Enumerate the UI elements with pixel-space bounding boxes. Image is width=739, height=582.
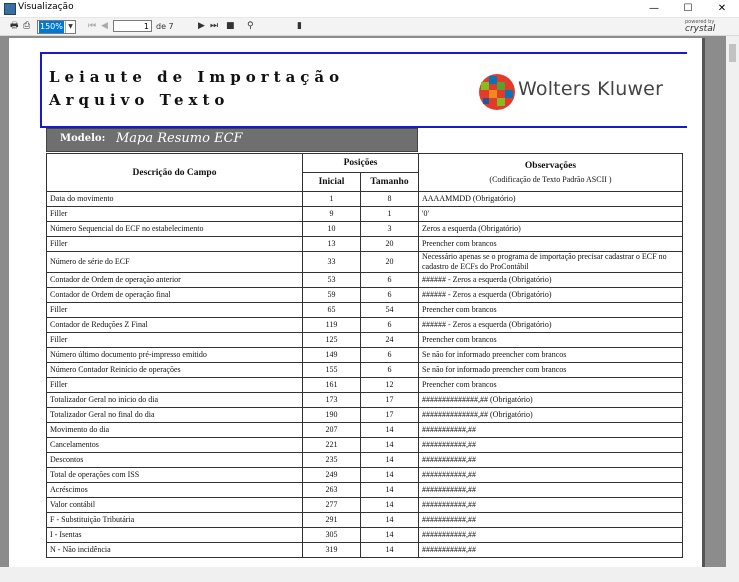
cell-observacoes: Preencher com brancos: [419, 303, 683, 318]
cell-descricao: Filler: [47, 378, 303, 393]
cell-observacoes: ###########,##: [419, 438, 683, 453]
table-row: [47, 438, 683, 453]
cell-tamanho: 3: [361, 222, 419, 237]
export-icon[interactable]: ⎙: [23, 21, 31, 31]
layout-table: [46, 153, 683, 558]
report-page: [9, 38, 705, 567]
cell-observacoes: Se não for informado preencher com brancos: [419, 363, 683, 378]
window-title: Visualização: [18, 2, 74, 12]
table-row: [47, 237, 683, 252]
cell-tamanho: 6: [361, 288, 419, 303]
cell-tamanho: 20: [361, 237, 419, 252]
cell-descricao: Filler: [47, 207, 303, 222]
cell-inicial: 221: [303, 438, 361, 453]
cell-tamanho: 14: [361, 468, 419, 483]
table-row: [47, 192, 683, 207]
table-row: [47, 363, 683, 378]
cell-descricao: Total de operações com ISS: [47, 468, 303, 483]
cell-inicial: 173: [303, 393, 361, 408]
cell-tamanho: 14: [361, 453, 419, 468]
cell-observacoes: ###########,##: [419, 543, 683, 558]
cell-inicial: 155: [303, 363, 361, 378]
cell-observacoes: AAAAMMDD (Obrigatório): [419, 192, 683, 207]
next-page-icon[interactable]: ▶: [198, 21, 205, 31]
cell-descricao: Descontos: [47, 453, 303, 468]
table-row: [47, 333, 683, 348]
powered-by-text: powered by: [685, 19, 715, 25]
cell-descricao: I - Isentas: [47, 528, 303, 543]
cell-tamanho: 14: [361, 423, 419, 438]
model-label: Modelo:: [60, 133, 106, 144]
cell-observacoes: ###########,##: [419, 453, 683, 468]
table-row: [47, 468, 683, 483]
minimize-button[interactable]: —: [649, 3, 659, 14]
cell-tamanho: 54: [361, 303, 419, 318]
cell-tamanho: 6: [361, 348, 419, 363]
first-page-icon[interactable]: ⏮: [88, 21, 97, 31]
zoom-value: 150%: [40, 22, 63, 31]
report-header: [40, 52, 687, 128]
cell-descricao: Movimento do dia: [47, 423, 303, 438]
table-row: [47, 288, 683, 303]
cell-descricao: Filler: [47, 237, 303, 252]
cell-inicial: 59: [303, 288, 361, 303]
page-number-input[interactable]: 1: [113, 20, 152, 32]
cell-descricao: Data do movimento: [47, 192, 303, 207]
col-observacoes-title: Observações: [524, 160, 577, 171]
binoculars-icon[interactable]: ⚲: [247, 21, 254, 31]
cell-inicial: 125: [303, 333, 361, 348]
horizontal-scrollbar[interactable]: [0, 567, 739, 582]
cell-inicial: 291: [303, 513, 361, 528]
model-bar: [46, 128, 418, 152]
cell-inicial: 13: [303, 237, 361, 252]
cell-inicial: 10: [303, 222, 361, 237]
col-observacoes: [419, 154, 683, 192]
table-row: [47, 543, 683, 558]
stop-icon[interactable]: ■: [226, 21, 235, 31]
title-bar: [0, 0, 739, 18]
table-row: [47, 498, 683, 513]
vertical-scrollbar[interactable]: [726, 36, 739, 567]
table-row: [47, 222, 683, 237]
scroll-thumb[interactable]: [729, 44, 736, 62]
cell-inicial: 33: [303, 252, 361, 273]
table-row: [47, 513, 683, 528]
cell-descricao: Número Contador Reinício de operações: [47, 363, 303, 378]
cell-observacoes: ##############,## (Obrigatório): [419, 393, 683, 408]
cell-inicial: 277: [303, 498, 361, 513]
page-count: de 7: [156, 22, 174, 31]
table-row: [47, 393, 683, 408]
table-row: [47, 423, 683, 438]
cell-inicial: 235: [303, 453, 361, 468]
cell-observacoes: ###########,##: [419, 468, 683, 483]
cell-tamanho: 24: [361, 333, 419, 348]
cell-observacoes: ###########,##: [419, 498, 683, 513]
cell-inicial: 53: [303, 273, 361, 288]
cell-observacoes: ##############,## (Obrigatório): [419, 408, 683, 423]
cell-descricao: N - Não incidência: [47, 543, 303, 558]
col-inicial: Inicial: [303, 173, 361, 192]
cell-observacoes: Preencher com brancos: [419, 333, 683, 348]
maximize-button[interactable]: ☐: [683, 3, 693, 14]
cell-descricao: Filler: [47, 333, 303, 348]
report-title-line1: Leiaute de Importação: [49, 68, 345, 86]
table-row: [47, 273, 683, 288]
table-row: [47, 303, 683, 318]
group-tree-icon[interactable]: ▮: [297, 21, 302, 31]
cell-descricao: Totalizador Geral no início do dia: [47, 393, 303, 408]
cell-observacoes: ###### - Zeros a esquerda (Obrigatório): [419, 288, 683, 303]
table-row: [47, 252, 683, 273]
cell-tamanho: 6: [361, 273, 419, 288]
cell-inicial: 1: [303, 192, 361, 207]
col-tamanho: Tamanho: [361, 173, 419, 192]
cell-inicial: 161: [303, 378, 361, 393]
last-page-icon[interactable]: ⏭: [210, 21, 219, 31]
cell-descricao: Contador de Reduções Z Final: [47, 318, 303, 333]
cell-observacoes: '0': [419, 207, 683, 222]
cell-tamanho: 6: [361, 318, 419, 333]
cell-observacoes: ###########,##: [419, 423, 683, 438]
col-descricao: Descrição do Campo: [47, 154, 303, 192]
cell-descricao: Acréscimos: [47, 483, 303, 498]
cell-descricao: F - Substituição Tributária: [47, 513, 303, 528]
cell-tamanho: 1: [361, 207, 419, 222]
cell-tamanho: 12: [361, 378, 419, 393]
zoom-select[interactable]: [37, 20, 76, 34]
cell-tamanho: 17: [361, 393, 419, 408]
table-row: [47, 453, 683, 468]
cell-tamanho: 6: [361, 363, 419, 378]
report-title-line2: Arquivo Texto: [49, 91, 230, 109]
cell-inicial: 119: [303, 318, 361, 333]
cell-tamanho: 14: [361, 528, 419, 543]
table-row: [47, 318, 683, 333]
cell-descricao: Número de série do ECF: [47, 252, 303, 273]
cell-tamanho: 14: [361, 483, 419, 498]
cell-descricao: Totalizador Geral no final do dia: [47, 408, 303, 423]
cell-inicial: 305: [303, 528, 361, 543]
table-row: [47, 408, 683, 423]
cell-observacoes: ###### - Zeros a esquerda (Obrigatório): [419, 273, 683, 288]
cell-observacoes: Se não for informado preencher com brancos: [419, 348, 683, 363]
table-row: [47, 483, 683, 498]
cell-descricao: Cancelamentos: [47, 438, 303, 453]
cell-descricao: Número último documento pré-impresso emitido: [47, 348, 303, 363]
wolters-kluwer-logo-icon: [477, 72, 517, 112]
cell-observacoes: Zeros a esquerda (Obrigatório): [419, 222, 683, 237]
toolbar: [0, 18, 739, 36]
table-row: [47, 528, 683, 543]
crystal-logo: [684, 19, 734, 34]
table-row: [47, 207, 683, 222]
col-posicoes: Posições: [303, 154, 419, 173]
cell-descricao: Contador de Ordem de operação anterior: [47, 273, 303, 288]
cell-descricao: Número Sequencial do ECF no estabelecimento: [47, 222, 303, 237]
cell-observacoes: Preencher com brancos: [419, 378, 683, 393]
cell-observacoes: ###### - Zeros a esquerda (Obrigatório): [419, 318, 683, 333]
printer-icon[interactable]: 🖶: [10, 21, 19, 31]
table-row: [47, 348, 683, 363]
chevron-down-icon[interactable]: ▼: [65, 21, 75, 33]
cell-observacoes: ###########,##: [419, 483, 683, 498]
cell-tamanho: 17: [361, 408, 419, 423]
close-button[interactable]: ✕: [717, 3, 727, 14]
cell-inicial: 263: [303, 483, 361, 498]
cell-inicial: 249: [303, 468, 361, 483]
cell-observacoes: ###########,##: [419, 513, 683, 528]
cell-descricao: Valor contábil: [47, 498, 303, 513]
table-row: [47, 378, 683, 393]
cell-tamanho: 14: [361, 543, 419, 558]
model-value: Mapa Resumo ECF: [116, 131, 243, 146]
cell-inicial: 190: [303, 408, 361, 423]
col-observacoes-sub: (Codificação de Texto Padrão ASCII ): [489, 174, 612, 184]
cell-descricao: Contador de Ordem de operação final: [47, 288, 303, 303]
app-icon: [4, 3, 16, 15]
cell-tamanho: 20: [361, 252, 419, 273]
cell-descricao: Filler: [47, 303, 303, 318]
cell-observacoes: Necessário apenas se o programa de importação precisar cadastrar o ECF no cadastro de ECFs do ProContábil: [419, 252, 683, 273]
cell-inicial: 207: [303, 423, 361, 438]
prev-page-icon[interactable]: ◀: [101, 21, 108, 31]
cell-inicial: 319: [303, 543, 361, 558]
cell-tamanho: 14: [361, 438, 419, 453]
cell-inicial: 65: [303, 303, 361, 318]
cell-tamanho: 8: [361, 192, 419, 207]
cell-observacoes: ###########,##: [419, 528, 683, 543]
crystal-text: crystal: [685, 24, 716, 34]
cell-inicial: 149: [303, 348, 361, 363]
cell-inicial: 9: [303, 207, 361, 222]
cell-tamanho: 14: [361, 498, 419, 513]
cell-tamanho: 14: [361, 513, 419, 528]
table-body: [47, 192, 683, 558]
brand-name: Wolters Kluwer: [518, 78, 664, 100]
cell-observacoes: Preencher com brancos: [419, 237, 683, 252]
